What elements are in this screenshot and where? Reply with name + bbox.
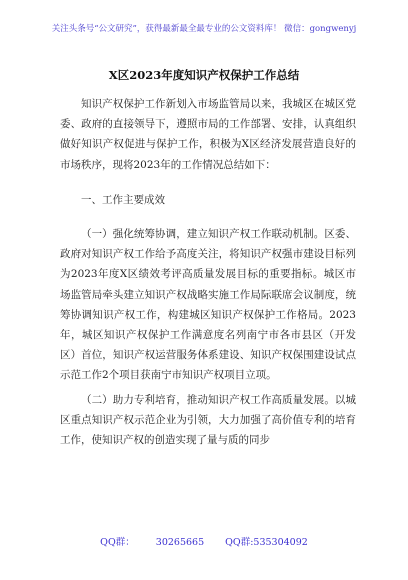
page-footer-contact: QQ群： 30265665 QQ群:535304092	[100, 537, 308, 548]
document-title: X区2023年度知识产权保护工作总结	[108, 68, 300, 82]
section-heading: 一、工作主要成效	[81, 193, 165, 206]
body-paragraph-2: （二）助力专利培育，推动知识产权工作高质量发展。以城区重点知识产权示范企业为引领，大力加强了高价值专利的培育工作，使知识产权的创造实现了量与质的同步	[60, 393, 356, 447]
page-header-banner: 关注头条号“公文研究”，获得最新最全最专业的公文资料库！ 微信：gongwenyj	[51, 24, 357, 34]
body-paragraph-1: （一）强化统筹协调，建立知识产权工作联动机制。区委、政府对知识产权工作给予高度关注，将知识产权强市建设目标列为2023年度X区绩效考评高质量发展目标的重要指标。城区市场监管局牵头建立知识产权战略实施工作局际联席会议制度，统筹协调知识产权工作，构建城区知识产权保护工作格局。2023年，城区知识产权保护工作满意度名列南宁市各市县区（开发区）首位，知识产权运营服务体系建设、知识产权保围建设试点示范工作2个项目获南宁市知识产权项目立项。	[60, 228, 356, 382]
document-body	[60, 94, 356, 450]
intro-paragraph: 知识产权保护工作新划入市场监管局以来，我城区在城区党委、政府的直接领导下，遵照市局的工作部署、安排，认真组织做好知识产权促进与保护工作，积极为X区经济发展营造良好的市场秩序，现将2023年的工作情况总结如下：	[60, 98, 356, 171]
